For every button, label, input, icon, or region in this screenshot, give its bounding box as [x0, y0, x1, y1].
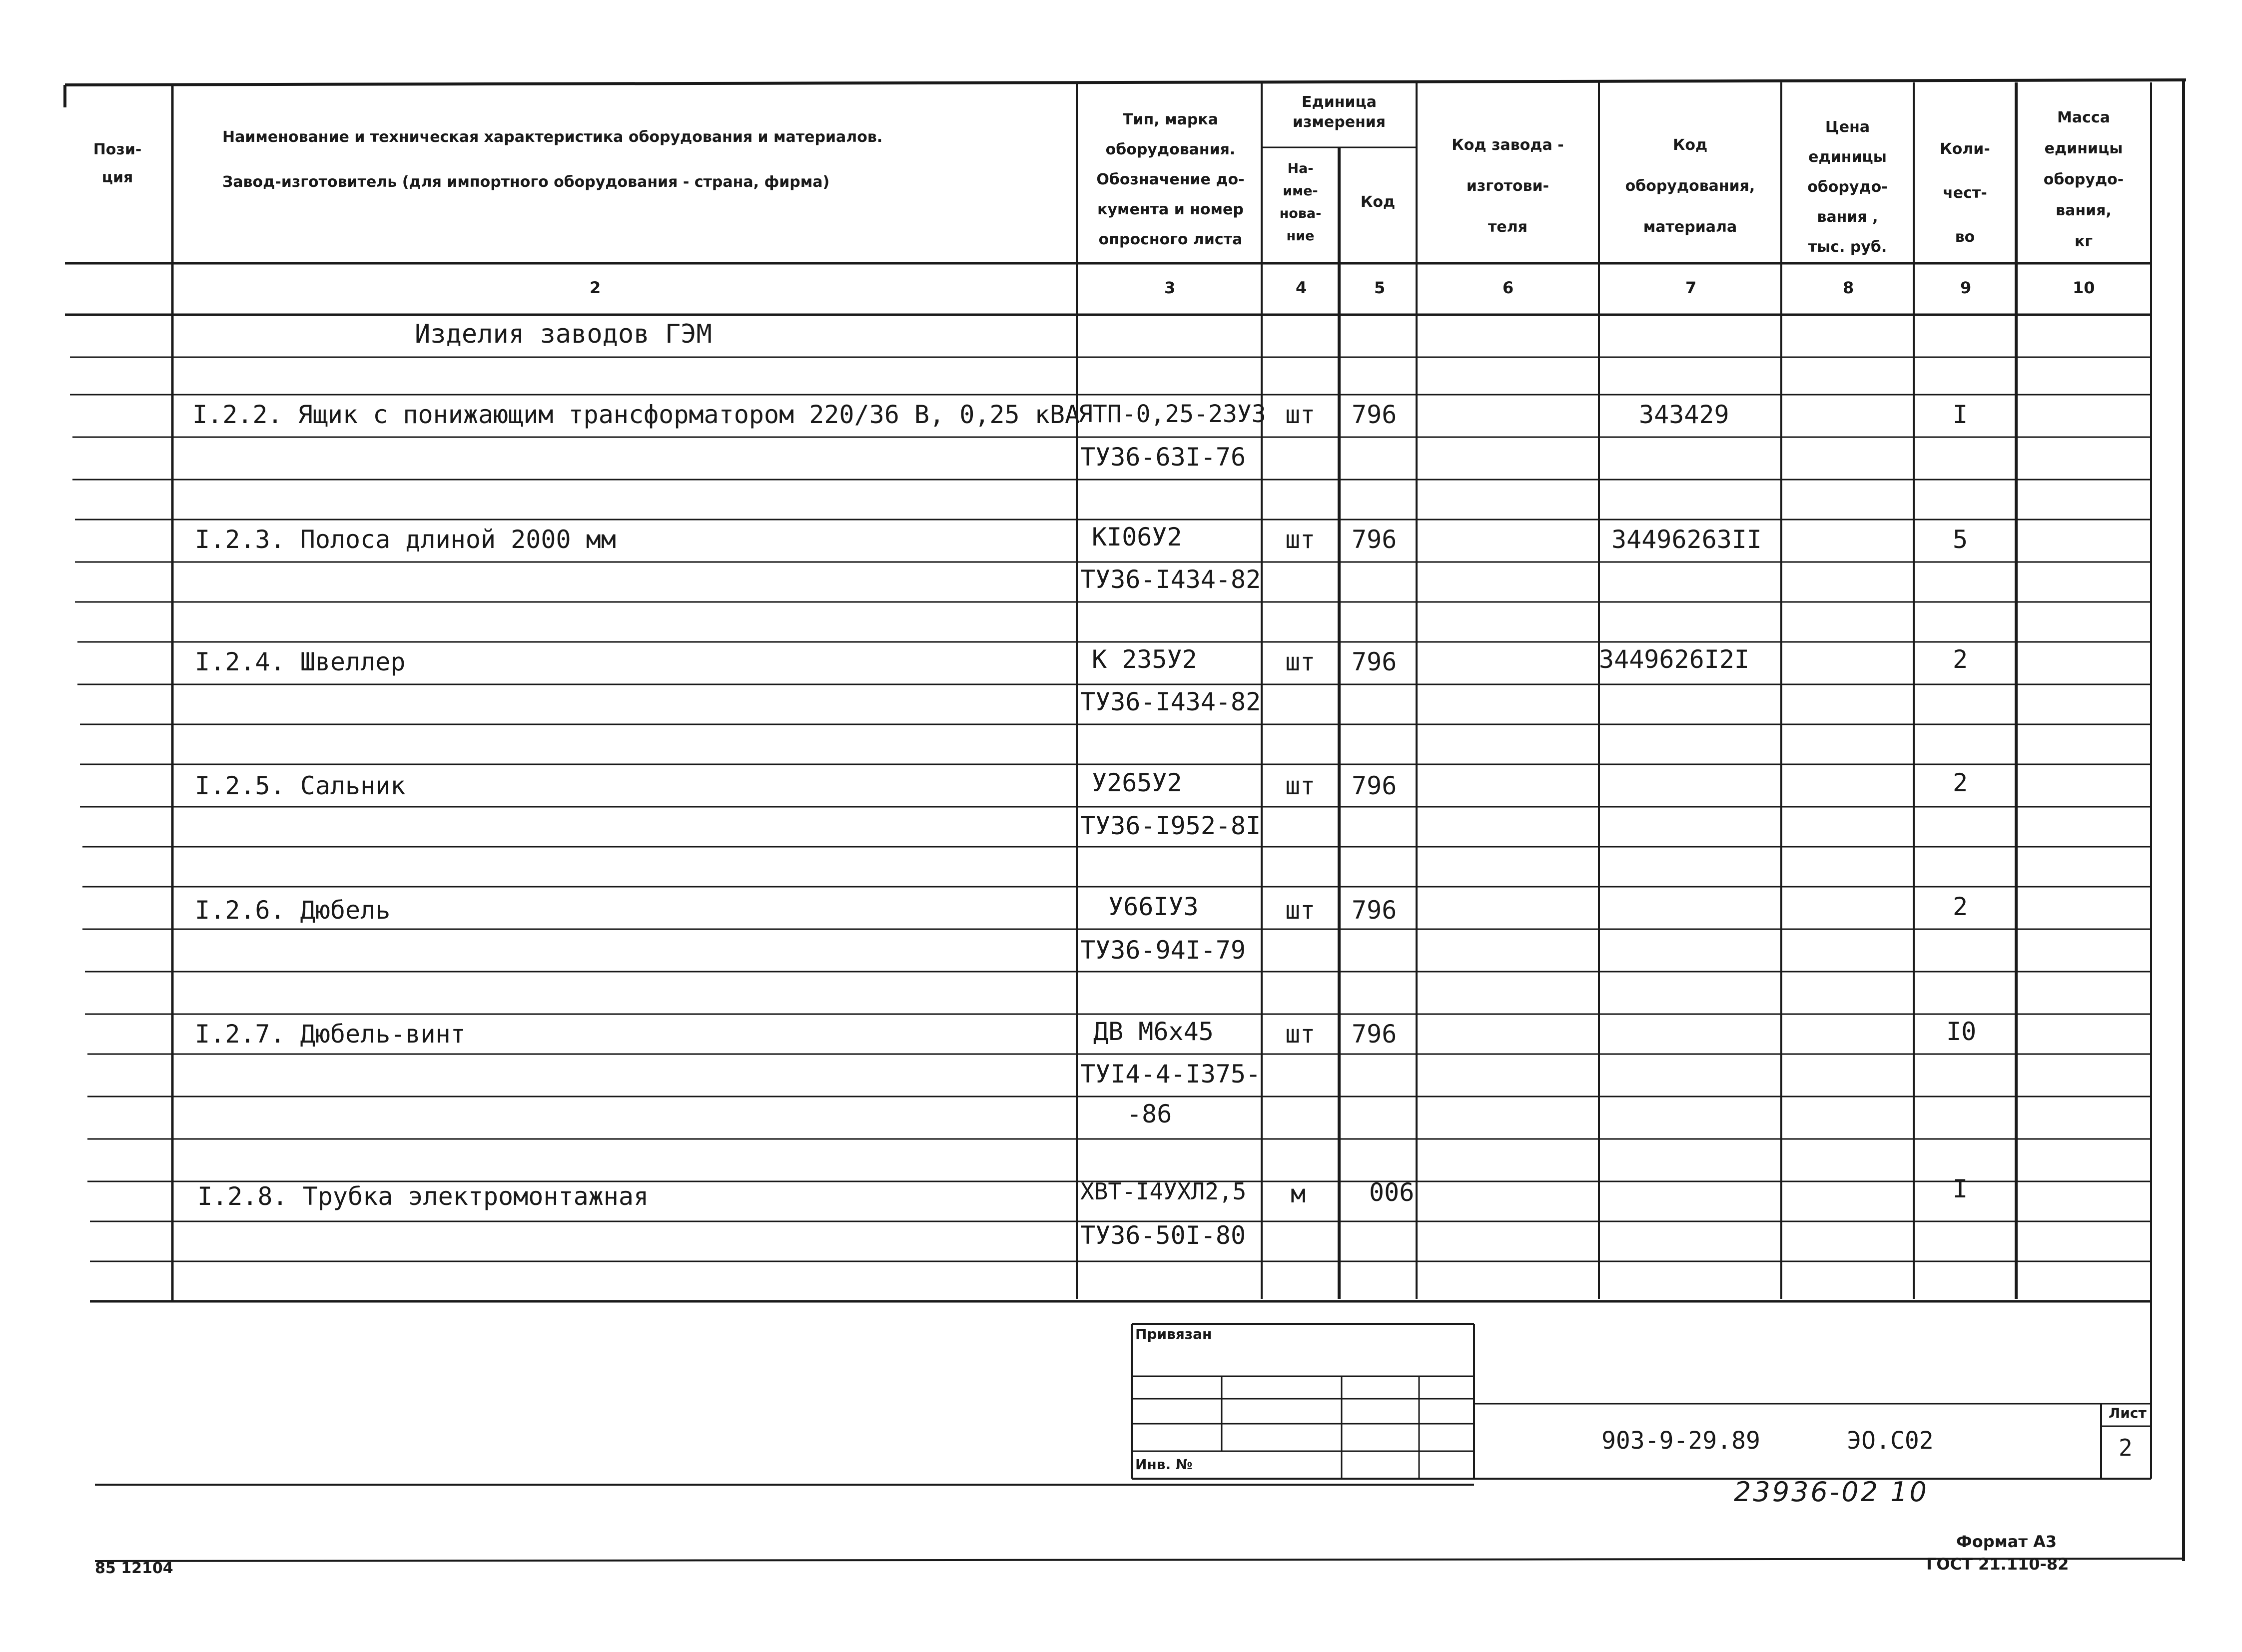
item-unit: шт: [1285, 647, 1316, 676]
stamp-inventory-label: Инв. №: [1135, 1456, 1193, 1473]
header-text: теля: [1488, 218, 1527, 236]
header-text: Код: [1672, 136, 1708, 154]
header-text: ция: [101, 169, 133, 186]
item-name: I.2.7. Дюбель-винт: [195, 1020, 466, 1049]
item-unit-code: 006: [1369, 1178, 1415, 1207]
item-name: I.2.8. Трубка электромонтажная: [197, 1182, 649, 1211]
column-number: 9: [1960, 278, 1972, 297]
header-text: вания,: [2056, 202, 2112, 219]
header-quantity: [1916, 127, 2014, 259]
item-unit-code: 796: [1352, 896, 1397, 925]
item-name: I.2.6. Дюбель: [195, 896, 391, 925]
header-text: Обозначение до-: [1096, 171, 1245, 188]
header-text: Тип, марка: [1123, 111, 1218, 128]
item-name: I.2.2. Ящик с понижающим трансформатором 220/36 В, 0,25 кВА: [192, 400, 1080, 429]
header-unit-code: Код: [1360, 193, 1396, 211]
item-unit-code: 796: [1352, 647, 1397, 676]
header-text: Коли-: [1940, 140, 1990, 158]
item-unit: шт: [1285, 896, 1316, 925]
item-type: КI06У2: [1092, 523, 1182, 551]
format-label: Формат A3: [1956, 1532, 2057, 1551]
header-text: оборудования,: [1625, 177, 1755, 195]
item-equipment-code: 34496263II: [1611, 525, 1762, 554]
item-unit-code: 796: [1352, 400, 1397, 429]
header-text: оборудования.: [1105, 141, 1236, 158]
header-text: тыс. руб.: [1808, 238, 1887, 256]
item-quantity: 5: [1953, 525, 1968, 554]
header-name: [222, 130, 882, 190]
section-title: Изделия заводов ГЭМ: [415, 319, 712, 349]
archive-code: 85 12104: [95, 1560, 173, 1577]
header-text: опросного листа: [1098, 231, 1243, 248]
header-text: Масса: [2057, 109, 2110, 126]
header-text: единицы: [2044, 140, 2123, 157]
header-equipment-code: [1601, 125, 1779, 248]
header-unit-name: [1264, 157, 1337, 247]
item-type: ХВТ-I4УХЛ2,5: [1080, 1178, 1247, 1205]
item-doc: ТУ36-I434-82: [1080, 565, 1261, 594]
item-unit: м: [1291, 1179, 1306, 1208]
header-text: во: [1955, 228, 1975, 246]
item-quantity: 2: [1953, 892, 1968, 921]
item-equipment-code: 343429: [1639, 400, 1729, 429]
item-name: I.2.3. Полоса длиной 2000 мм: [195, 525, 616, 554]
item-name: I.2.4. Швеллер: [195, 647, 406, 676]
stamp-tied-label: Привязан: [1135, 1326, 1212, 1342]
item-type: ЯТП-0,25-23УЗ: [1078, 400, 1266, 428]
header-text: единицы: [1808, 148, 1887, 166]
document-designation: 903-9-29.89 ЭО.С02: [1601, 1427, 1934, 1455]
column-number: 3: [1164, 278, 1176, 297]
header-text: оборудо-: [2043, 171, 2124, 188]
column-number: 5: [1374, 278, 1386, 297]
header-text: Завод-изготовитель (для импортного оборудования - страна, фирма): [222, 173, 830, 191]
header-type: [1082, 105, 1259, 255]
item-unit-code: 796: [1352, 525, 1397, 554]
header-text: вания ,: [1817, 208, 1878, 226]
header-mass: [2019, 102, 2149, 257]
header-text: На-: [1287, 161, 1314, 176]
header-text: изготови-: [1466, 177, 1549, 195]
header-text: Единица: [1302, 93, 1377, 111]
item-unit-code: 796: [1352, 1020, 1397, 1049]
item-quantity: I: [1953, 400, 1968, 429]
item-doc: ТУ36-63I-76: [1080, 443, 1246, 472]
item-unit: шт: [1285, 1020, 1316, 1049]
sheet-label: Лист: [2109, 1405, 2147, 1421]
column-number: 8: [1843, 278, 1854, 297]
item-name: I.2.5. Сальник: [195, 771, 406, 800]
header-text: кумента и номер: [1097, 201, 1244, 218]
handwritten-number: 23936-02 10: [1734, 1476, 1929, 1508]
header-text: име-: [1283, 183, 1318, 199]
header-unit: [1264, 92, 1414, 132]
item-doc: ТУ36-I952-8I: [1080, 811, 1261, 840]
sheet-number: 2: [2119, 1434, 2133, 1461]
header-position: [85, 142, 150, 185]
item-equipment-code: 3449626I2I: [1599, 645, 1750, 674]
header-text: кг: [2074, 233, 2093, 250]
column-number: 10: [2073, 278, 2095, 297]
item-doc-continued: -86: [1127, 1100, 1172, 1128]
header-price: [1784, 112, 1911, 262]
header-plant-code: [1419, 125, 1596, 248]
item-quantity: 2: [1953, 645, 1968, 674]
header-text: нова-: [1279, 206, 1322, 221]
item-doc: ТУ36-50I-80: [1080, 1221, 1246, 1250]
item-quantity: I: [1953, 1174, 1968, 1203]
item-quantity: 2: [1953, 768, 1968, 797]
item-unit-code: 796: [1352, 771, 1397, 800]
column-number: 2: [590, 278, 601, 297]
header-text: измерения: [1292, 113, 1386, 131]
header-text: чест-: [1943, 184, 1987, 202]
column-number: 7: [1685, 278, 1697, 297]
header-text: Пози-: [93, 141, 142, 158]
item-type: К 235У2: [1092, 645, 1197, 674]
column-number: 4: [1296, 278, 1307, 297]
item-type: У265У2: [1092, 768, 1182, 797]
item-unit: шт: [1285, 771, 1316, 800]
item-unit: шт: [1285, 400, 1316, 429]
item-type: ДВ М6х45: [1093, 1017, 1214, 1046]
header-text: Наименование и техническая характеристика оборудования и материалов.: [222, 128, 883, 146]
item-doc: ТУ36-I434-82: [1080, 687, 1261, 716]
item-doc: ТУ36-94I-79: [1080, 936, 1246, 965]
column-number: 6: [1502, 278, 1514, 297]
item-doc: ТУI4-4-I375-: [1080, 1060, 1261, 1089]
header-text: материала: [1643, 218, 1737, 236]
header-text: оборудо-: [1807, 178, 1888, 196]
header-text: Код завода -: [1452, 136, 1564, 154]
item-unit: шт: [1285, 525, 1316, 554]
item-quantity: I0: [1946, 1017, 1977, 1046]
header-text: Цена: [1825, 118, 1870, 136]
item-type: У66IУ3: [1108, 892, 1199, 921]
header-text: ние: [1286, 228, 1315, 244]
gost-label: ГОСТ 21.110-82: [1926, 1555, 2069, 1574]
